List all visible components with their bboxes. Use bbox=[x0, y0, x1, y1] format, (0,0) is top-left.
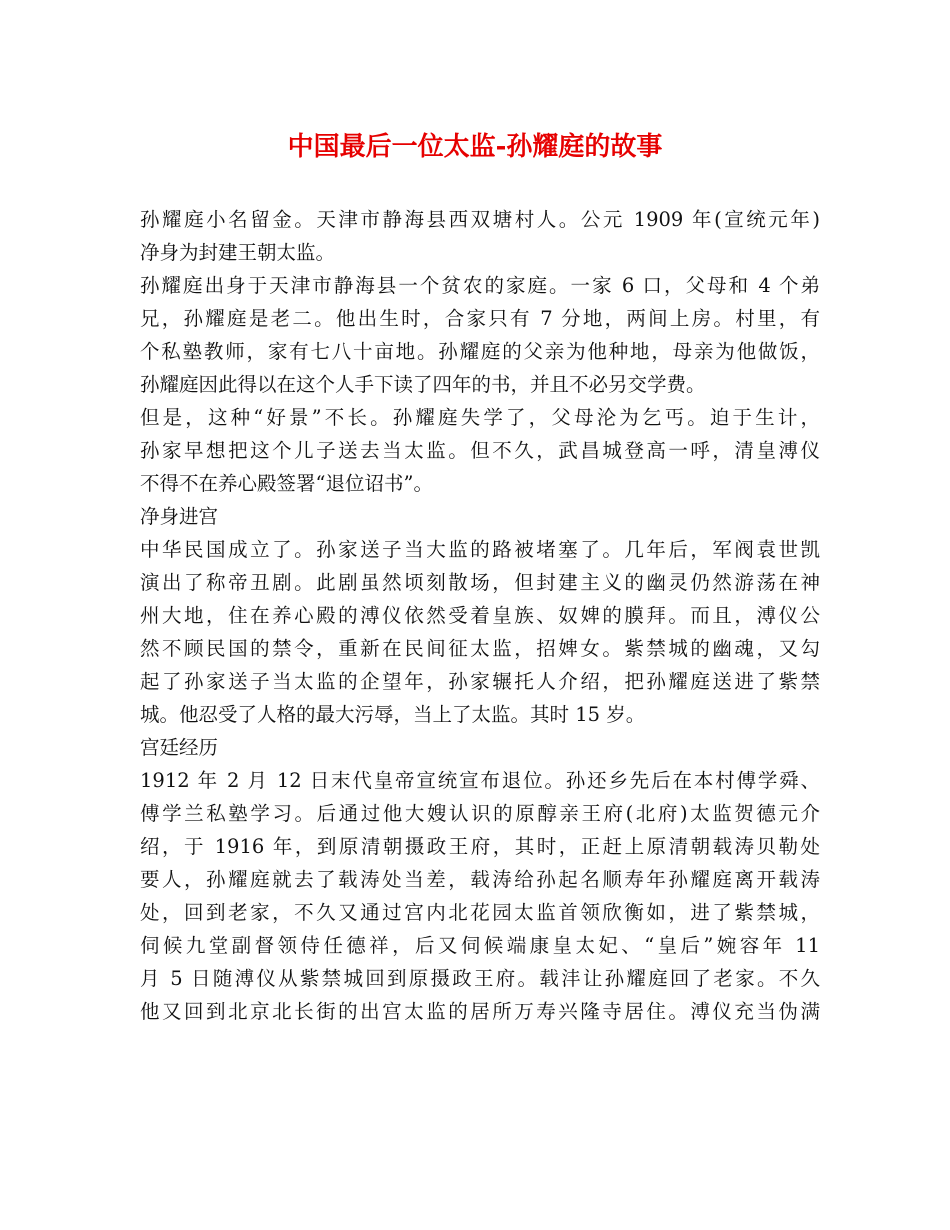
paragraph-line: 处，回到老家，不久又通过宫内北花园太监首领欣衡如，进了紫禁城， bbox=[140, 901, 820, 924]
paragraph-line: 然不顾民国的禁令，重新在民间征太监，招婢女。紫禁城的幽魂，又勾 bbox=[140, 637, 820, 660]
paragraph-line: 孙耀庭小名留金。天津市静海县西双塘村人。公元 1909 年(宣统元年) bbox=[140, 208, 820, 231]
paragraph-line: 要人，孙耀庭就去了载涛处当差，载涛给孙起名顺寿年孙耀庭离开载涛 bbox=[140, 868, 820, 891]
paragraph-line: 月 5 日随溥仪从紫禁城回到原摄政王府。载沣让孙耀庭回了老家。不久 bbox=[140, 967, 820, 990]
paragraph-line: 州大地，住在养心殿的溥仪依然受着皇族、奴婢的膜拜。而且，溥仪公 bbox=[140, 604, 820, 627]
paragraph-line: 孙耀庭因此得以在这个人手下读了四年的书，并且不必另交学费。 bbox=[140, 373, 706, 396]
paragraph-line: 1912 年 2 月 12 日末代皇帝宣统宣布退位。孙还乡先后在本村傅学舜、 bbox=[140, 769, 820, 792]
paragraph-line: 个私塾教师，家有七八十亩地。孙耀庭的父亲为他种地，母亲为他做饭， bbox=[140, 340, 820, 363]
article-body bbox=[140, 203, 820, 1028]
paragraph-line: 中华民国成立了。孙家送子当大监的路被堵塞了。几年后，军阀袁世凯 bbox=[140, 538, 820, 561]
paragraph-line: 兄，孙耀庭是老二。他出生时，合家只有 7 分地，两间上房。村里，有 bbox=[140, 307, 820, 330]
paragraph-line: 净身为封建王朝太监。 bbox=[140, 241, 336, 264]
paragraph-line: 孙家早想把这个儿子送去当太监。但不久，武昌城登高一呼，清皇溥仪 bbox=[140, 439, 820, 462]
paragraph-line: 孙耀庭出身于天津市静海县一个贫农的家庭。一家 6 口，父母和 4 个弟 bbox=[140, 274, 820, 297]
section-heading: 宫廷经历 bbox=[140, 736, 219, 759]
paragraph-line: 绍，于 1916 年，到原清朝摄政王府，其时，正赶上原清朝载涛贝勒处 bbox=[140, 835, 820, 858]
paragraph-line: 起了孙家送子当太监的企望年，孙家辗托人介绍，把孙耀庭送进了紫禁 bbox=[140, 670, 820, 693]
paragraph-line: 但是，这种“好景”不长。孙耀庭失学了，父母沦为乞丐。迫于生计， bbox=[140, 406, 820, 429]
paragraph-line: 不得不在养心殿签署“退位诏书”。 bbox=[140, 472, 433, 495]
paragraph-line: 傅学兰私塾学习。后通过他大嫂认识的原醇亲王府(北府)太监贺德元介 bbox=[140, 802, 820, 825]
paragraph-line: 他又回到北京北长街的出宫太监的居所万寿兴隆寺居住。溥仪充当伪满 bbox=[140, 1000, 820, 1023]
paragraph-line: 演出了称帝丑剧。此剧虽然顷刻散场，但封建主义的幽灵仍然游荡在神 bbox=[140, 571, 820, 594]
section-heading: 净身进宫 bbox=[140, 505, 219, 528]
paragraph-line: 城。他忍受了人格的最大污辱，当上了太监。其时 15 岁。 bbox=[140, 703, 646, 726]
page-title: 中国最后一位太监-孙耀庭的故事 bbox=[287, 132, 663, 162]
paragraph-line: 伺候九堂副督领侍任德祥，后又伺候端康皇太妃、“皇后”婉容年 11 bbox=[140, 934, 820, 957]
